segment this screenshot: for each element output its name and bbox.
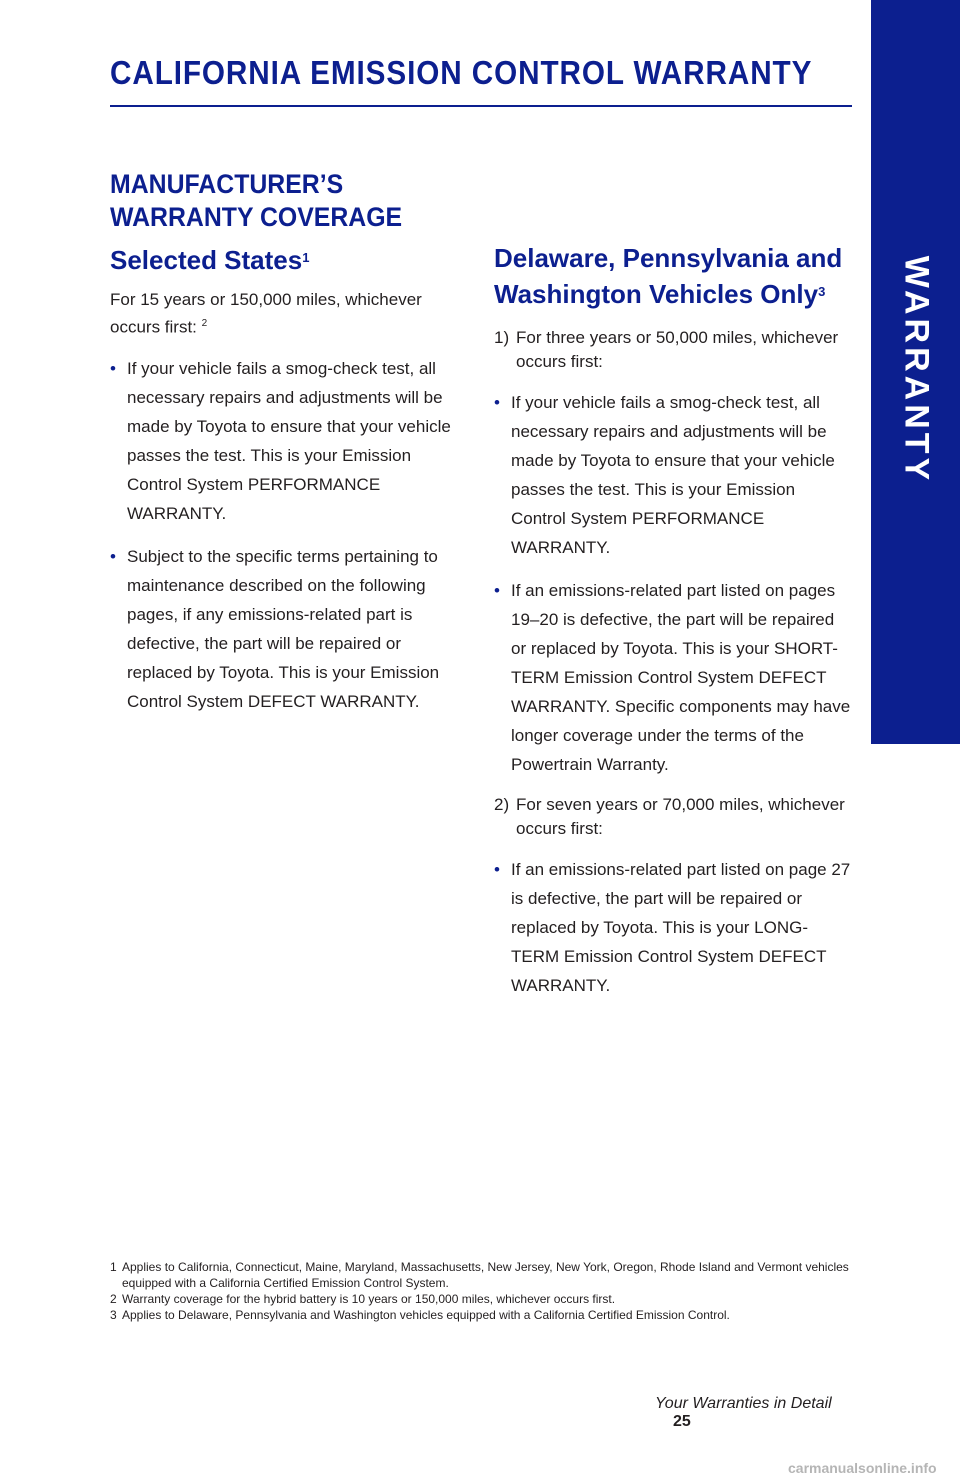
page-title: CALIFORNIA EMISSION CONTROL WARRANTY (110, 54, 813, 91)
dpw-heading (494, 240, 854, 312)
list-item-text: If your vehicle fails a smog-check test, all necessary repairs and adjustments will be made by Toyota to ensure that your vehicle passes the test. This is your Emission Control System PERFORMANCE WARRANTY. (127, 358, 451, 523)
bullet-icon: • (494, 581, 500, 600)
coverage-heading-line2: WARRANTY COVERAGE (110, 202, 403, 232)
item-number: 1) (494, 328, 510, 347)
footer-section-title: Your Warranties in Detail (655, 1395, 832, 1412)
footnote-text: Applies to California, Connecticut, Maine, Maryland, Massachusetts, New Jersey, New York, Oregon, Rhode Island and Vermont vehicles equipped with a California Certified Emission Control System. (122, 1260, 849, 1290)
section-tab-label: WARRANTY (897, 255, 935, 485)
bullet-icon: • (110, 358, 116, 378)
bullet-icon: • (494, 860, 500, 879)
item-text: For seven years or 70,000 miles, whichever occurs first: (516, 795, 845, 838)
section-tab (871, 0, 960, 744)
numbered-item (494, 793, 854, 841)
item-text: For three years or 50,000 miles, whichever occurs first: (516, 328, 839, 371)
selected-states-label: Selected States (110, 245, 303, 275)
footnote-text: Applies to Delaware, Pennsylvania and Washington vehicles equipped with a California Certified Emission Control. (122, 1308, 730, 1322)
footnote-number: 1 (110, 1260, 117, 1274)
bullet-icon: • (494, 393, 500, 412)
coverage-heading (110, 168, 432, 234)
left-column (110, 168, 460, 716)
footnote-number: 3 (110, 1308, 117, 1322)
list-item-text: Subject to the specific terms pertaining to maintenance described on the following pages, if any emissions-related part is defective, the part will be repaired or replaced by Toyota. This is your Emission Control System DEFECT WARRANTY. (127, 546, 440, 711)
numbered-item (494, 326, 854, 374)
list-item (494, 388, 854, 562)
list-item (494, 576, 854, 779)
selected-states-intro (110, 288, 460, 340)
selected-states-heading (110, 242, 460, 278)
header-divider (110, 105, 852, 107)
coverage-heading-line1: MANUFACTURER’S (110, 169, 344, 199)
footnotes (110, 1259, 860, 1323)
list-item-text: If an emissions-related part listed on page 27 is defective, the part will be repaired or replaced by Toyota. This is your LONG-TERM Emission Control System DEFECT WARRANTY. (511, 860, 851, 995)
dpw-heading-line2: Washington Vehicles Only (494, 279, 819, 309)
footnote-ref-2: 2 (201, 318, 208, 329)
list-item-text: If your vehicle fails a smog-check test, all necessary repairs and adjustments will be made by Toyota to ensure that your vehicle passes the test. This is your Emission Control System PERFORMANCE WARRANTY. (511, 393, 835, 557)
page-footer (655, 1395, 855, 1431)
item-number: 2) (494, 795, 510, 814)
footnote (110, 1259, 860, 1291)
footnote-text: Warranty coverage for the hybrid battery is 10 years or 150,000 miles, whichever occurs first. (122, 1292, 616, 1306)
footnote-number: 2 (110, 1292, 117, 1306)
bullet-icon: • (110, 546, 116, 566)
footnote-ref-1: 1 (302, 250, 310, 265)
dpw-heading-line1: Delaware, Pennsylvania and (494, 243, 843, 273)
footnote-ref-3: 3 (818, 284, 826, 299)
list-item (110, 542, 460, 716)
watermark: carmanualsonline.info (788, 1460, 937, 1476)
list-item-text: If an emissions-related part listed on pages 19–20 is defective, the part will be repaired or replaced by Toyota. This is your SHORT-TERM Emission Control System DEFECT WARRANTY. Specific components may have longer coverage under the terms of the Powertrain Warranty. (511, 581, 851, 774)
footnote (110, 1307, 860, 1323)
right-column (494, 240, 854, 1000)
selected-states-intro-text: For 15 years or 150,000 miles, whichever occurs first: (110, 290, 422, 337)
list-item (494, 855, 854, 1000)
footnote (110, 1291, 860, 1307)
page-number: 25 (673, 1413, 691, 1430)
list-item (110, 354, 460, 528)
